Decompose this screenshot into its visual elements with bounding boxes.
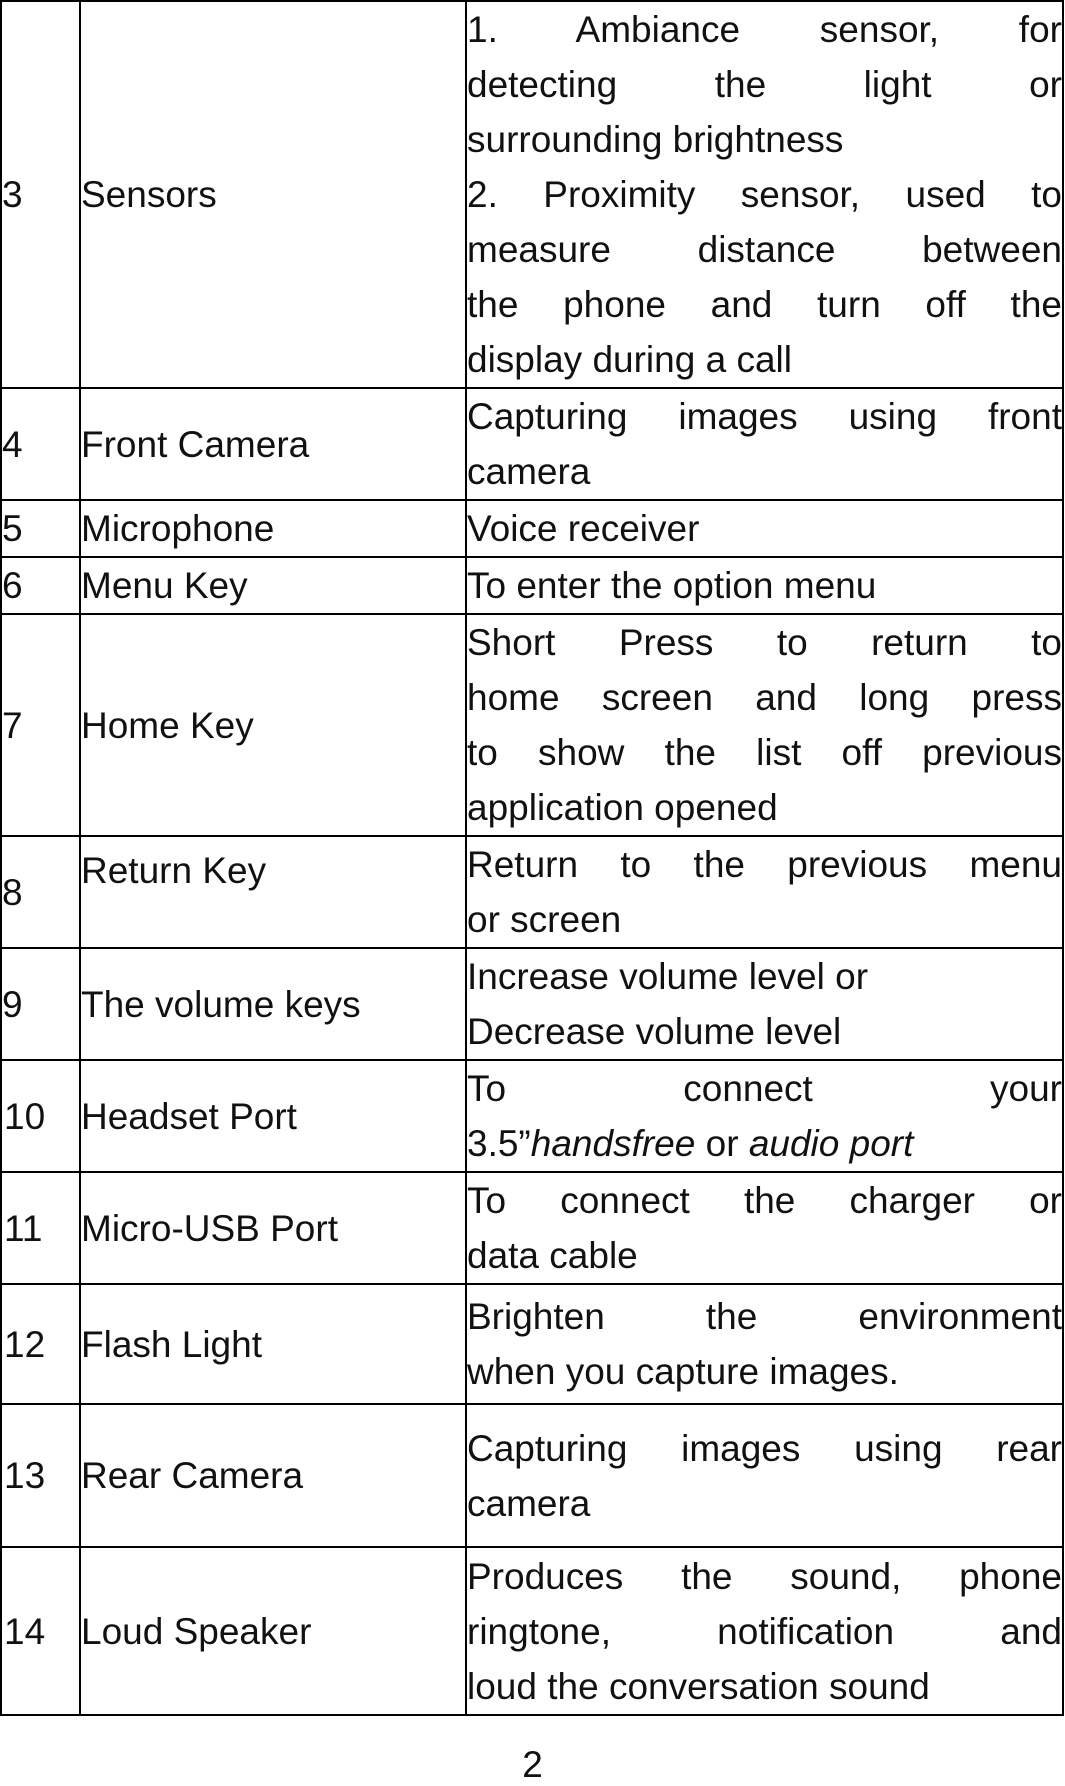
description-line: 2. Proximity sensor, used to	[467, 174, 1062, 215]
component-description	[466, 1, 1063, 388]
description-line: Capturing images using front	[467, 396, 1062, 437]
description-line: application opened	[467, 787, 778, 828]
component-name: Return Key	[80, 836, 466, 948]
component-name: Menu Key	[80, 557, 466, 614]
description-line: To connect your	[467, 1068, 1062, 1109]
description-line	[467, 1116, 1062, 1171]
description-line: To connect the charger or	[467, 1180, 1062, 1221]
description-line: ringtone, notification and	[467, 1610, 1062, 1652]
table-row	[1, 614, 1063, 836]
row-number: 8	[1, 836, 80, 948]
component-description	[466, 614, 1063, 836]
description-line: surrounding brightness	[467, 119, 844, 160]
description-line: detecting the light or	[467, 64, 1062, 105]
component-description	[466, 836, 1063, 948]
component-name: The volume keys	[80, 948, 466, 1060]
description-line: or screen	[467, 899, 622, 940]
table-row	[1, 388, 1063, 500]
component-description	[466, 1172, 1063, 1284]
description-line: when you capture images.	[467, 1351, 899, 1392]
description-line: to show the list off previous	[467, 732, 1062, 773]
row-number: 3	[1, 1, 80, 388]
row-number: 7	[1, 614, 80, 836]
row-number: 10	[1, 1060, 80, 1172]
description-line: Return to the previous menu	[467, 844, 1062, 885]
component-description	[466, 1284, 1063, 1404]
row-number: 14	[1, 1547, 80, 1715]
description-line: the phone and turn off the	[467, 284, 1062, 325]
audio-port-term: audio port	[748, 1123, 914, 1164]
description-line: 1. Ambiance sensor, for	[467, 9, 1062, 50]
table-row	[1, 1172, 1063, 1284]
description-line: Voice receiver	[467, 508, 700, 549]
table-row	[1, 1, 1063, 388]
component-name: Loud Speaker	[80, 1547, 466, 1715]
component-description	[466, 1547, 1063, 1715]
table-row	[1, 500, 1063, 557]
handsfree-term: handsfree	[530, 1123, 696, 1164]
page-number: 2	[522, 1744, 543, 1785]
table-row	[1, 1547, 1063, 1715]
component-description	[466, 1060, 1063, 1172]
table-row	[1, 836, 1063, 948]
description-line: measure distance between	[467, 229, 1062, 270]
component-name: Microphone	[80, 500, 466, 557]
component-description	[466, 948, 1063, 1060]
table-row	[1, 1404, 1063, 1547]
component-name: Home Key	[80, 614, 466, 836]
description-line: Decrease volume level	[467, 1011, 842, 1052]
description-line: home screen and long press	[467, 677, 1062, 718]
component-description	[466, 557, 1063, 614]
table-row	[1, 948, 1063, 1060]
component-name: Headset Port	[80, 1060, 466, 1172]
row-number: 6	[1, 557, 80, 614]
description-line: Capturing images using rear	[467, 1427, 1062, 1469]
component-name: Front Camera	[80, 388, 466, 500]
component-description	[466, 1404, 1063, 1547]
table-row	[1, 1060, 1063, 1172]
row-number: 13	[1, 1404, 80, 1547]
table-row	[1, 557, 1063, 614]
port-size: 3.5”	[467, 1123, 531, 1164]
component-name: Rear Camera	[80, 1404, 466, 1547]
description-line: Brighten the environment	[467, 1296, 1062, 1337]
description-line: Increase volume level or	[467, 956, 869, 997]
component-name: Micro-USB Port	[80, 1172, 466, 1284]
component-description	[466, 388, 1063, 500]
component-name: Sensors	[80, 1, 466, 388]
row-number: 11	[1, 1172, 80, 1284]
conjunction: or	[695, 1123, 749, 1164]
description-line: To enter the option menu	[467, 565, 877, 606]
description-line: Short Press to return to	[467, 622, 1062, 663]
description-line: camera	[467, 451, 591, 492]
description-line: Produces the sound, phone	[467, 1555, 1062, 1597]
description-line: display during a call	[467, 339, 792, 380]
row-number: 4	[1, 388, 80, 500]
row-number: 9	[1, 948, 80, 1060]
component-description	[466, 500, 1063, 557]
component-name: Flash Light	[80, 1284, 466, 1404]
description-line: camera	[467, 1482, 591, 1524]
row-number: 5	[1, 500, 80, 557]
row-number: 12	[1, 1284, 80, 1404]
description-line: loud the conversation sound	[467, 1665, 930, 1707]
table-row	[1, 1284, 1063, 1404]
description-line: data cable	[467, 1235, 638, 1276]
